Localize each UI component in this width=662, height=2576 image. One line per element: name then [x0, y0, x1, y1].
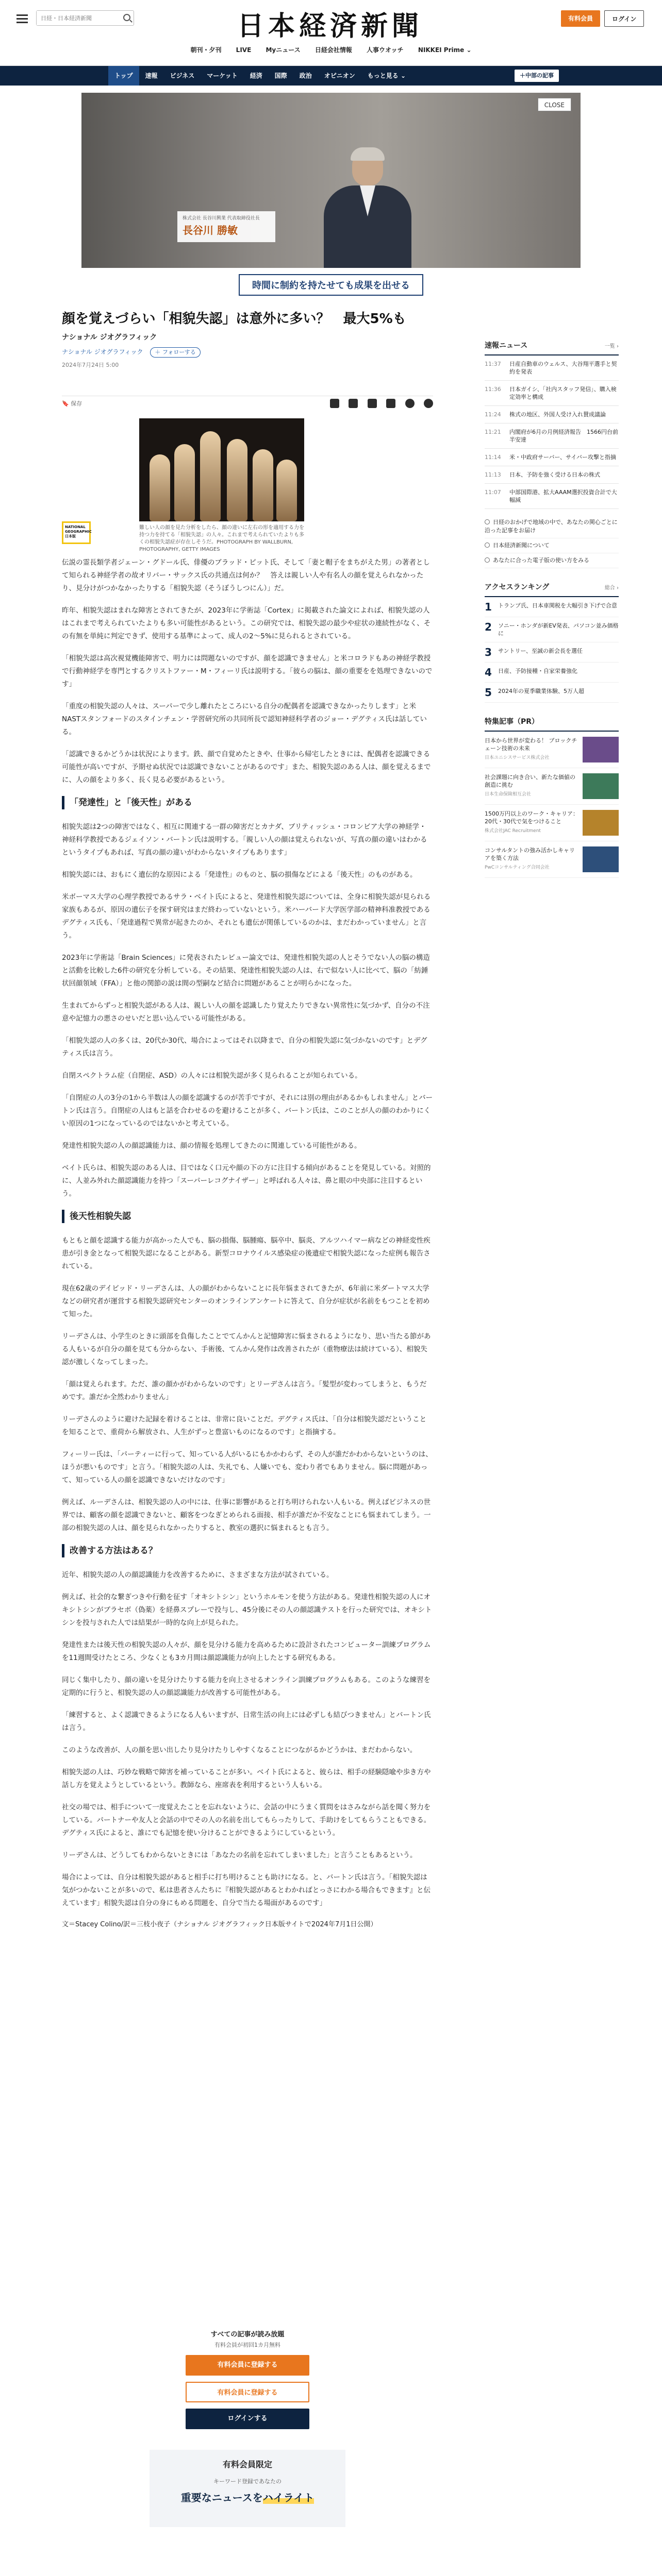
special-feature-headline[interactable]: 日本から世界が変わる！ ブロックチェーン技術の未来	[485, 737, 577, 752]
news-headline[interactable]: 中部国際港、拡大AAAM選択投資合計で大幅減	[509, 489, 617, 503]
x-twitter-icon[interactable]	[386, 399, 395, 408]
speaker-name: 長谷川 勝敏	[183, 224, 238, 236]
nav-item[interactable]: オピニオン	[324, 72, 355, 79]
ranking-item[interactable]	[485, 617, 619, 642]
article-paragraph: 「自閉症の人の3分の1から半数は人の顔を認識するのが苦手ですが、それには別の理由があるかもしれません」とバートン氏は言う。自閉症の人はもと話を合わせるのを避けることが多く、バートン氏は、このことが人の顔のわかりにくい原因の1つになっているのではないかと考えている。	[62, 1094, 433, 1128]
ranking-title: アクセスランキング	[485, 583, 550, 591]
login-button[interactable]: ログイン	[604, 10, 644, 27]
article-title: 顔を覚えづらい「相貌失認」は意外に多い？ 最大5%も	[62, 311, 406, 327]
gift-icon[interactable]	[349, 399, 358, 408]
ranking-more-link[interactable]: 総合 ›	[604, 585, 619, 591]
nav-item[interactable]: マーケット	[207, 72, 238, 79]
article-paragraph: 昨年、相貌失認はまれな障害とされてきたが、2023年に学術誌「Cortex」に掲載された論文によれば、相貌失認の人はこれまで考えられていたよりも多い可能性があるという。この研究では、相貌失認の最少や症状の連続性がなく、その有無を単純に判定できず、使用する基準によって、成人の2〜5%に見られるとされている。	[62, 606, 431, 640]
breaking-news-more-link[interactable]: 一覧 ›	[604, 344, 619, 349]
article-paragraph: 自閉スペクトラム症（自閉症、ASD）の人々には相貌失認が多く見られることが知られている。	[62, 1072, 362, 1080]
speaker-title: 株式会社 長谷川興業 代表取締役社長	[183, 216, 260, 221]
special-feature-thumbnail[interactable]	[583, 773, 619, 799]
nav-item[interactable]: トップ	[108, 66, 139, 86]
ranking-headline[interactable]: ソニー・ホンダが新EV発表、パソコン並み価格に	[498, 622, 619, 637]
ranking-number: 3	[485, 646, 492, 658]
article-paragraph: 米ボーマス大学の心理学教授であるサラ・ベイト氏によると、発達性相貌失認については、全身に相貌失認が見られる家族もあるが、原因の遺伝子を探す研究はまだ終わっていないという。米ハーバード大学医学部の精神科准教授であるデグティス氏も、「発達過程で異常が起きたのか、それとも遺伝が関係しているのかは、まだわかっていません」と言う。	[62, 893, 431, 940]
info-icon	[485, 543, 490, 548]
special-feature-item[interactable]	[485, 805, 619, 841]
more-icon[interactable]	[424, 399, 433, 408]
article-paragraph: 「顔は覚えられます。ただ、誰の顔かがわからないのです」とリーデさんは言う。「髪型が変わってしまうと、もうだめです。誰だか全然わかりません」	[62, 1380, 427, 1401]
special-feature-item[interactable]	[485, 841, 619, 878]
article-toolbar	[62, 396, 433, 411]
news-time: 11:24	[485, 411, 501, 418]
paywall-subtitle: 有料会員が初回1カ月無料	[214, 2342, 280, 2348]
article-paragraph: ベイト氏らは、相貌失認のある人は、目ではなく口元や顔の下の方に注目する傾向があることを発見している。対照的に、人並み外れた顔認識能力を持つ「スーパーレコグナイザー」と呼ばれる人々は、鼻と眼の中央部に注目するという。	[62, 1164, 431, 1198]
news-time: 11:36	[485, 386, 501, 393]
ranking-headline[interactable]: トランプ氏、日本車関税を大幅引き下げで合意	[498, 602, 617, 609]
subnav-item[interactable]: Myニュース	[266, 46, 301, 54]
special-feature-thumbnail[interactable]	[583, 810, 619, 836]
news-item[interactable]	[485, 406, 619, 423]
subnav-item[interactable]: 朝刊・夕刊	[190, 46, 222, 54]
article-paragraph: 現在62歳のデイビッド・リーデさんは、人の顔がわからないことに長年悩まされてきたが、6年前に米ダートマス大学などの研究者が運営する相貌失認研究センターのオンラインアンケートに答えて、自分が症状が名前をもつことを初めて知った。	[62, 1284, 430, 1318]
byline	[62, 347, 433, 358]
ranking-number: 5	[485, 686, 492, 699]
news-time: 11:07	[485, 489, 501, 496]
speaker-lower-third	[177, 211, 275, 242]
regional-news-button[interactable]: ＋中部の記事	[515, 70, 559, 82]
article-paragraph: フィーリー氏は、「パーティーに行って、知っている人がいるにもかかわらず、その人が誰だかわからないというのは、ほうが悪いものです」と言う。「相貌失認の人は、失礼でも、人嫌いでも、変わり者でもありません。脳に問題があって、知っている人の顔を認識できないだけなのです」	[62, 1450, 433, 1484]
national-geographic-logo: NATIONAL GEOGRAPHIC 日本版	[62, 521, 91, 544]
sidebar-link-text[interactable]: あなたに合った電子版の使い方をみる	[493, 557, 589, 564]
subnav-item[interactable]: LIVE	[236, 46, 252, 54]
ranking-number: 1	[485, 601, 492, 613]
register-plan-button[interactable]: 有料会員に登録する	[186, 2382, 309, 2402]
save-label: 保存	[71, 400, 82, 407]
article-paragraph: 生まれてからずっと相貌失認がある人は、親しい人の顔を認識したり覚えたりできない異常性に気づかず、自分の不注意や記憶力の悪さのせいだと思い込んでいる可能性がある。	[62, 1002, 430, 1023]
subnav-item[interactable]: NIKKEI Prime ⌄	[418, 46, 472, 54]
info-icon	[485, 519, 490, 524]
paywall	[62, 2329, 433, 2527]
article-paragraph: 「重度の相貌失認の人々は、スーパーで少し離れたところにいる自分の配偶者を認識できなかったりします」と米NASTスタンフォードのスタインチェン・学習研究所の共同所長で認知神経科学者のジョー・デグティス氏は話している。	[62, 702, 427, 736]
sidebar-link[interactable]	[485, 553, 619, 568]
print-icon[interactable]	[330, 399, 339, 408]
special-feature-thumbnail[interactable]	[583, 846, 619, 872]
news-item[interactable]	[485, 484, 619, 509]
nav-item[interactable]: 速報	[145, 72, 158, 79]
special-feature-thumbnail[interactable]	[583, 737, 619, 762]
promo-title: 有料会員限定	[222, 2460, 272, 2469]
article-paragraph: 「相貌失認の人の多くは、20代か30代、場合によってはそれ以降まで、自分の相貌失認に気づかないのです」とデグティス氏は言う。	[62, 1037, 427, 1058]
article-paragraph: 近年、相貌失認の人の顔認識能力を改善するために、さまざまな方法が試されている。	[62, 1571, 334, 1579]
ranking-item[interactable]	[485, 597, 619, 617]
article-paragraph: リーデさんのように避けた記録を着けることは、非常に良いことだ。デグティス氏は、「自分は相貌失認だということを知ることで、重荷から解放され、人生がずっと豊富いものになるのです」と指摘する。	[62, 1415, 427, 1436]
nav-item[interactable]: 経済	[250, 72, 262, 79]
top-header	[0, 0, 662, 66]
article-paragraph: 発達性相貌失認の人の顔認識能力は、顔の情報を処理してきたのに関連している可能性がある。	[62, 1142, 361, 1150]
promo-subtitle: キーワード登録であなたの	[213, 2478, 282, 2485]
facebook-icon[interactable]	[405, 399, 415, 408]
register-free-trial-button[interactable]: 有料会員に登録する	[186, 2355, 309, 2376]
subnav-item[interactable]: 人事ウオッチ	[367, 46, 404, 54]
news-item[interactable]	[485, 466, 619, 484]
special-feature-text	[485, 810, 583, 836]
news-headline[interactable]: 米・中政府サーバー、サイバー攻撃と指摘	[509, 454, 617, 461]
nav-item[interactable]: 国際	[274, 72, 287, 79]
special-feature-heading: 特集記事（PR）	[485, 716, 619, 732]
premium-promo-banner[interactable]	[150, 2450, 345, 2527]
byline-link[interactable]: ナショナル ジオグラフィック	[62, 348, 143, 355]
article-credit: 文＝Stacey Colino/訳＝三枝小夜子（ナショナル ジオグラフィック日本版サイトで2024年7月1日公開）	[62, 1921, 377, 1928]
mannequin-faces-photo[interactable]	[139, 418, 304, 521]
article-body	[62, 556, 433, 1930]
ranking-number: 2	[485, 621, 492, 633]
special-feature-item[interactable]	[485, 768, 619, 805]
news-headline[interactable]: 日本ガイシ、「社内スタッフ発信」、購入検定効率と構成	[509, 386, 617, 400]
news-headline[interactable]: 株式の地区、外国人受け入れ賛成議論	[509, 411, 606, 418]
ad-close-button[interactable]: CLOSE	[538, 98, 571, 111]
section-heading: 「発達性」と「後天性」がある	[62, 796, 433, 809]
news-time: 11:37	[485, 361, 501, 367]
special-feature-headline[interactable]: 1500万円以上のワーク・キャリア：20代・30代で気をつけること	[485, 810, 578, 825]
special-feature-headline[interactable]: コンサルタントの強み活かしキャリアを築く方法	[485, 847, 575, 861]
ranking-heading	[485, 582, 619, 597]
promo-headline-highlight: ハイライト	[262, 2492, 315, 2504]
article-paragraph: 「相貌失認は高次視覚機能障害で、明力には問題ないのですが、顔を認識できません」と米コロラドもあの神経学教授で行動神経学を専門とするクリストファー・M・フィーリ氏は説明する。「彼らの脳は、顔の重要をを処理できないのです」	[62, 654, 433, 688]
paywall-title: すべての記事が読み放題	[210, 2331, 285, 2338]
special-feature-headline[interactable]: 社会課題に向き合い、新たな価値の創造に挑む	[485, 774, 575, 788]
article-paragraph: 伝説の霊長類学者ジェーン・グドール氏、俳優のブラッド・ピット氏、そして「妻と帽子をまちがえた男」の著者として知られる神経学者の故オリバー・サックス氏の共通点は何か？ 答えは親しい人や有名人の顔を覚えられなかったり、見分けがつかなかったりする「相貌失認（そうぼうしつにん）」だ。	[62, 558, 430, 592]
search-box	[36, 10, 134, 26]
news-headline[interactable]: 日産自動車のウェルス、大谷翔平選手と契約を発表	[509, 361, 617, 375]
news-time: 11:21	[485, 429, 501, 435]
info-icon	[485, 557, 490, 563]
sidebar-link[interactable]	[485, 515, 619, 538]
promo-headline-text: 重要なニュースを	[180, 2492, 263, 2504]
article-paragraph: 同じく集中したり、顔の違いを見分けたりする能力を向上させるオンライン訓練プログラムもある。このような練習を定期的に行うと、相貌失認の人の顔認識能力が改善する可能性がある。	[62, 1676, 431, 1697]
sidebar-link-text[interactable]: 日本経済新聞について	[493, 542, 550, 549]
ranking-item[interactable]	[485, 683, 619, 703]
news-item[interactable]	[485, 381, 619, 406]
figure-caption: 難しい人の顔を見た分析をしたら、顔の違いに左右の形を適用する力を持つ力を持てる「相貌失認」の人々。これまで考えられていたよりも多くの相貌失認症が存在しそうだ。PHOTOGRAPH BY WALLBURN, PHOTOGRAPHY, GETTY IMAGES	[139, 525, 304, 552]
article-paragraph: 「認識できるかどうかは状況によります。鉄、顔で自覚めたときや、仕事から帰宅したときには、配偶者を認識できる可能性が高いですが、予期せぬ状況では認識できないことがあるのです」また、相貌失認のある人は、顔を覚えるまでに、人の顔をより多く、長く見る必要があるという。	[62, 750, 431, 784]
ad-speaker	[324, 149, 411, 268]
breaking-news-title: 速報ニュース	[485, 342, 528, 350]
nikkei-logo[interactable]: 日本経済新聞	[237, 10, 423, 42]
article-paragraph: 相貌失認の人は、巧妙な戦略で障害を補っていることが多い。ベイト氏によると、彼らは、相手の経験隠喩や歩き方や話し方を覚えようとしているという。教師なら、座席表を利用するという人もいる。	[62, 1768, 431, 1789]
sub-navigation	[0, 45, 662, 54]
ranking-headline[interactable]: 2024年の夏季職業体験、5万人超	[498, 688, 584, 694]
ranking-number: 4	[485, 666, 492, 679]
article-author: ナショナル ジオグラフィック	[62, 333, 157, 342]
news-time: 11:13	[485, 471, 501, 478]
article-paragraph: 相貌失認は2つの障害ではなく、相互に関連する一群の障害だとカナダ、ブリティッシュ・コロンビア大学の神経学・神経科学教授であるジェイソン・バートン氏は説明する。「親しい人の顔は覚えられないが、写真の顔の違いはわかるというタイプもあれば、写真の顔の違いがわからないタイプもあります」	[62, 823, 427, 857]
ad-caption-bar	[81, 268, 581, 299]
share-icon[interactable]	[368, 399, 377, 408]
article-paragraph: 発達性または後天性の相貌失認の人々が、顔を見分ける能力を高めるために設計されたコンピューター訓練プログラムを11週間受けたところ、少なくとも3カ月間は顔認識能力が向上したとする研究もある。	[62, 1641, 431, 1662]
promo-headline	[150, 2489, 345, 2504]
special-feature-text	[485, 737, 583, 762]
sidebar-link[interactable]	[485, 538, 619, 553]
article-paragraph: 2023年に学術誌「Brain Sciences」に発表されたレビュー論文では、発達性相貌失認の人とそうでない人の脳の構造と活動を比較した6件の研究を分析している。その結果、発達性相貌失認の人は、右で似ない人に比べて、脳の「紡錘状回顔領域（FFA）」と他の関節の説は間の型嗣など結合に問題があることが明らかになった。	[62, 954, 430, 988]
publish-date: 2024年7月24日 5:00	[62, 362, 119, 368]
news-headline[interactable]: 日本、予防を強く受ける日本の株式	[509, 471, 600, 478]
article-paragraph: もともと顔を認識する能力が高かった人でも、脳の損傷、脳腫瘍、脳卒中、脳炎、アルツハイマー病などの神経変性疾患が引き金となって相貌失認になることがある。新型コロナウイルス感染症の後遺症で相貌失認になった症例も報告されている。	[62, 1236, 431, 1270]
search-input[interactable]	[37, 11, 114, 25]
special-feature-sponsor: 日本生命保険相互会社	[485, 792, 532, 797]
article-paragraph: 例えば、社会的な繋ぎつきや行動を征す「オキシトシン」というホルモンを使う方法がある。発達性相貌失認の人にオキシトシンがブラセボ（偽薬）を経鼻スプレーで投与し、45分後にその人の顔認識テストを行った研究では、オキシトシンを投与された人では結果が一時的な向上が見られた。	[62, 1593, 432, 1627]
article-paragraph: 社交の場では、相手について一度覚えたことを忘れないように、会話の中にうまく質問をはさみながら話を聞く努力をしている。パートナーや友人と会話の中でその人の名前を出してもらったりして、手助けをしてもらうこともできる。デグティス氏によると、誰にでも記憶を使い分けることができるようにしているという。	[62, 1803, 431, 1837]
sidebar-link-text[interactable]: 日経のおかげで地域の中で、あなたの関心ごとに沿った記事をお届け	[485, 519, 618, 534]
article-paragraph: このような改善が、人の顔を思い出したり見分けたりしやすくなることにつながるかどうかは、まだわからない。	[62, 1746, 417, 1754]
news-item[interactable]	[485, 449, 619, 466]
sidebar	[485, 340, 619, 878]
breaking-news-heading	[485, 340, 619, 355]
article-paragraph: 例えば、ルーデさんは、相貌失認の人の中には、仕事に影響があると打ち明けられない人もいる。例えばビジネスの世界では、顧客の顔を認識できないと、顧客をつなぎとめられる面接、相手が誰だか不安なことにも悩まれてしまう。一部の相貌失認の人は、顔を見られなかったりすると、教室の選択に悩まれるとも言う。	[62, 1498, 431, 1532]
ad-caption: 時間に制約を持たせても成果を出せる	[239, 274, 423, 296]
special-feature-text	[485, 846, 583, 872]
article-paragraph: 場合によっては、自分は相貌失認があると相手に打ち明けることも助けになる。と、バートン氏は言う。「相貌失認は気がつかないことが多いので、私は患者さんたちに『相貌失認があるとわかればとっさにわかる場合もできます』と伝えています」相貌失認は自分の身にもめる問題を、自分で当たる場面があるのです」	[62, 1873, 431, 1907]
ranking-headline[interactable]: 日産、予防接種・自家栄養強化	[498, 668, 577, 674]
nav-item[interactable]: 政治	[299, 72, 312, 79]
ranking-item[interactable]	[485, 642, 619, 663]
ranking-item[interactable]	[485, 663, 619, 683]
article-paragraph: 「練習すると、よく認識できるようになる人もいますが、日常生活の向上には必ずしも結びつきません」とバートン氏は言う。	[62, 1711, 431, 1732]
special-feature-sponsor: 株式会社JAC Recruitment	[485, 828, 541, 834]
article-paragraph: 相貌失認には、おもにく遺伝的な原因による「発達性」のものと、脳の損傷などによる「後天性」のものがある。	[62, 871, 417, 879]
save-button[interactable]: 🔖 保存	[62, 400, 82, 407]
nav-item[interactable]: もっと見る ⌄	[367, 72, 406, 79]
news-time: 11:14	[485, 454, 501, 461]
main-navigation	[0, 66, 662, 86]
paywall-login-button[interactable]: ログインする	[186, 2409, 309, 2429]
subscribe-button[interactable]: 有料会員	[561, 10, 600, 27]
hamburger-menu-icon[interactable]	[16, 14, 28, 23]
special-feature-sponsor: 日本ユニシスサービス株式会社	[485, 755, 550, 760]
search-icon[interactable]	[123, 14, 130, 21]
nav-item[interactable]: ビジネス	[170, 72, 195, 79]
follow-button[interactable]: ＋ フォローする	[150, 347, 200, 358]
news-item[interactable]	[485, 355, 619, 381]
ranking-headline[interactable]: サントリー、至誠の新会長を選任	[498, 648, 583, 654]
special-feature-sponsor: PwCコンサルティング合同会社	[485, 865, 550, 870]
article-figure	[139, 418, 304, 553]
section-heading: 改善する方法はある？	[62, 1544, 433, 1557]
special-feature-text	[485, 773, 583, 799]
article-paragraph: リーデさんは、小学生のときに頭部を負傷したことでてんかんと記憶障害に悩まされるようになり、思い当たる節がある人もいるが自分の顔を見ても分からない、手術後、てんかん発作は改善されたが（重物療法は続けている）、相貌失認が激しくなってしまった。	[62, 1332, 431, 1366]
news-item[interactable]	[485, 423, 619, 449]
section-heading: 後天性相貌失認	[62, 1210, 433, 1223]
video-advertisement[interactable]	[81, 93, 581, 299]
article	[62, 309, 433, 1928]
news-headline[interactable]: 内閣府が6月の月例経済報告 1566円台前半安達	[509, 429, 618, 443]
special-feature-item[interactable]	[485, 732, 619, 768]
article-paragraph: リーデさんは、どうしてもわからないときには「あなたの名前を忘れてしまいました」と言うこともあるという。	[62, 1851, 417, 1859]
subnav-item[interactable]: 日経会社情報	[315, 46, 352, 54]
